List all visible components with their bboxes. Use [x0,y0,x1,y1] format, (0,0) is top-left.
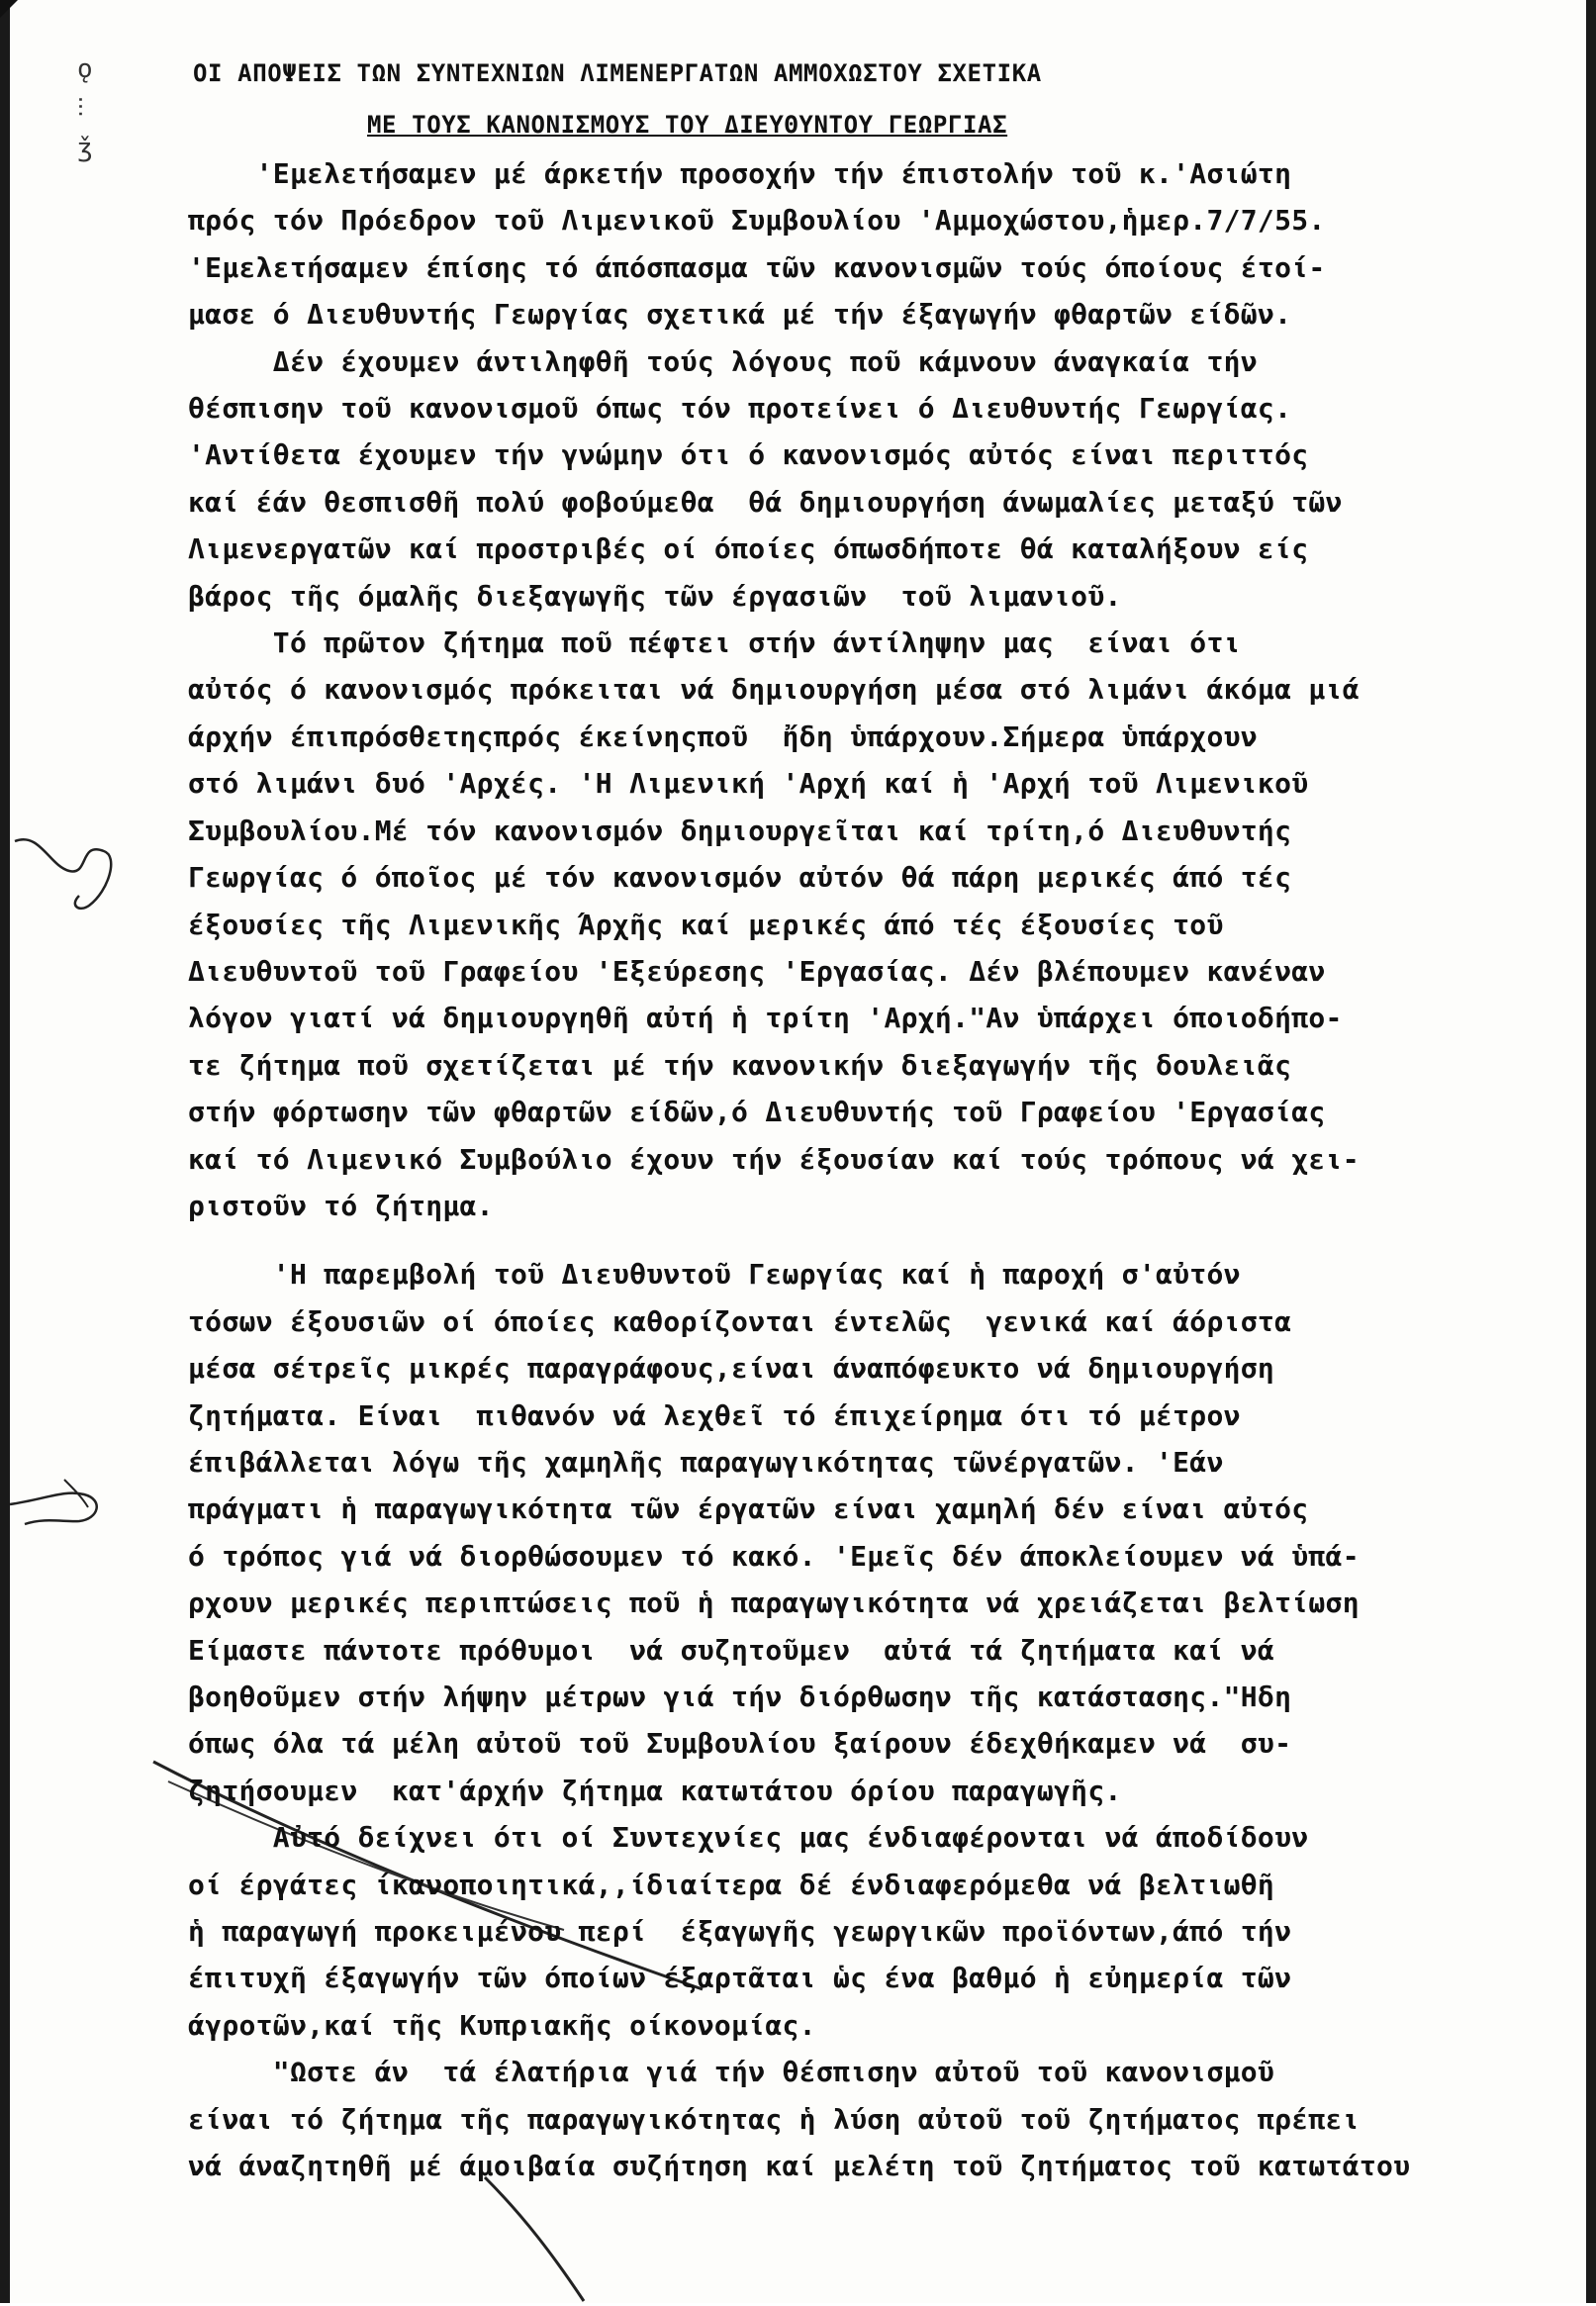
body-line: Γεωργίας ό όποῖος μέ τόν κανονισμόν αὐτόν θά πάρη μερικές άπό τές [188,861,1292,895]
body-line: "Ωστε άν τά έλατήρια γιά τήν θέσπισην αὐτοῦ τοῦ κανονισμοῦ [188,2056,1275,2089]
body-line: Αὐτό δείχνει ότι οί Συντεχνίες μας ένδιαφέρονται νά άποδίδουν [188,1821,1309,1855]
body-line: νά άναζητηθῆ μέ άμοιβαία συζήτηση καί μελέτη τοῦ ζητήματος τοῦ κατωτάτου [188,2150,1411,2183]
document-title [193,48,1380,150]
body-line: στήν φόρτωσην τῶν φθαρτῶν είδῶν,ό Διευθυντής τοῦ Γραφείου 'Εργασίας [188,1096,1326,1129]
margin-annotation: ǫ ⫶ ǯ [77,54,93,163]
body-line: όπως όλα τά μέλη αὐτοῦ τοῦ Συμβουλίου ξαίρουν έδεχθήκαμεν νά συ- [188,1727,1292,1761]
body-line: έξουσίες τῆς Λιμενικῆς Άρχῆς καί μερικές άπό τές έξουσίες τοῦ [188,908,1224,941]
margin-scribble-lower [5,1450,203,1569]
body-line: έπιβάλλεται λόγω τῆς χαμηλῆς παραγωγικότητας τῶνέργατῶν. 'Εάν [188,1445,1224,1479]
document-body [188,150,1553,2189]
body-line: αὐτός ό κανονισμός πρόκειται νά δημιουργήση μέσα στό λιμάνι άκόμα μιά [188,673,1360,707]
body-line: άρχήν έπιπρόσθετηςπρός έκείνηςποῦ ἤδη ὑπάρχουν.Σήμερα ὑπάρχουν [188,720,1258,753]
body-line: στό λιμάνι δυό 'Αρχές. 'Η Λιμενική 'Αρχή καί ἡ 'Αρχή τοῦ Λιμενικοῦ [188,767,1309,801]
body-line: ζητήματα. Είναι πιθανόν νά λεχθεῖ τό έπιχείρημα ότι τό μέτρον [188,1398,1241,1432]
body-line: 'Αντίθετα έχουμεν τήν γνώμην ότι ό κανονισμός αὐτός είναι περιττός [188,438,1309,472]
body-line: τε ζήτημα ποῦ σχετίζεται μέ τήν κανονικήν διεξαγωγήν τῆς δουλειᾶς [188,1048,1292,1082]
body-line: ρχουν μερικές περιπτώσεις ποῦ ἡ παραγωγικότητα νά χρειάζεται βελτίωση [188,1586,1360,1620]
scan-left-border [0,0,10,2303]
body-line: καί έάν θεσπισθῆ πολύ φοβούμεθα θά δημιουργήση άνωμαλίες μεταξύ τῶν [188,485,1343,519]
body-line: Δέν έχουμεν άντιληφθῆ τούς λόγους ποῦ κάμνουν άναγκαία τήν [188,344,1258,378]
title-line-1: ΟΙ ΑΠΟΨΕΙΣ ΤΩΝ ΣΥΝΤΕΧΝΙΩΝ ΛΙΜΕΝΕΡΓΑΤΩΝ ΑΜΜΟΧΩΣΤΟΥ ΣΧΕΤΙΚΑ [193,59,1042,87]
margin-scribble-upper [10,812,208,930]
body-line: είναι τό ζήτημα τῆς παραγωγικότητας ἡ λύση αὐτοῦ τοῦ ζητήματος πρέπει [188,2102,1360,2136]
scan-right-edge [1586,0,1596,2303]
body-line: μέσα σέτρεῖς μικρές παραγράφους,είναι άναπόφευκτο νά δημιουργήση [188,1352,1275,1386]
scan-corner-mark [0,0,18,18]
body-line: 'Η παρεμβολή τοῦ Διευθυντοῦ Γεωργίας καί ἡ παροχή σ'αὐτόν [188,1258,1241,1292]
body-line: τόσων έξουσιῶν οί όποίες καθορίζονται έντελῶς γενικά καί άόριστα [188,1304,1292,1338]
body-line: Λιμενεργατῶν καί προστριβές οί όποίες όπωσδήποτε θά καταλήξουν είς [188,532,1309,566]
body-line: 'Εμελετήσαμεν μέ άρκετήν προσοχήν τήν έπιστολήν τοῦ κ.'Ασιώτη [188,157,1292,190]
body-line: λόγον γιατί νά δημιουργηθῆ αὐτή ἡ τρίτη 'Αρχή."Αν ὑπάρχει όποιοδήπο- [188,1002,1343,1035]
body-line: Είμαστε πάντοτε πρόθυμοι νά συζητοῦμεν αὐτά τά ζητήματα καί νά [188,1633,1275,1667]
body-line: πράγματι ἡ παραγωγικότητα τῶν έργατῶν είναι χαμηλή δέν είναι αὐτός [188,1492,1309,1526]
title-line-2-text: ΜΕ ΤΟΥΣ ΚΑΝΟΝΙΣΜΟΥΣ ΤΟΥ ΔΙΕΥΘΥΝΤΟΥ ΓΕΩΡΓΙΑΣ [367,111,1008,139]
body-line: θέσπισην τοῦ κανονισμοῦ όπως τόν προτείνει ό Διευθυντής Γεωργίας. [188,392,1292,426]
body-line: Διευθυντοῦ τοῦ Γραφείου 'Εξεύρεσης 'Εργασίας. Δέν βλέπουμεν κανέναν [188,954,1326,988]
body-line: βοηθοῦμεν στήν λήψην μέτρων γιά τήν διόρθωσην τῆς κατάστασης."Ηδη [188,1681,1292,1713]
body-line: βάρος τῆς όμαλῆς διεξαγωγῆς τῶν έργασιῶν τοῦ λιμανιοῦ. [188,579,1122,613]
body-line: 'Εμελετήσαμεν έπίσης τό άπόσπασμα τῶν κανονισμῶν τούς όποίους έτοί- [188,250,1326,284]
title-line-2 [193,99,1380,150]
body-line: μασε ό Διευθυντής Γεωργίας σχετικά μέ τήν έξαγωγήν φθαρτῶν είδῶν. [188,298,1292,332]
body-line: άγροτῶν,καί τῆς Κυπριακῆς οίκονομίας. [188,2008,816,2042]
body-line: Τό πρῶτον ζήτημα ποῦ πέφτει στήν άντίληψην μας είναι ότι [188,626,1241,660]
body-line: πρός τόν Πρόεδρον τοῦ Λιμενικοῦ Συμβουλίου 'Αμμοχώστου,ἡμερ.7/7/55. [188,204,1326,238]
body-line: οί έργάτες ίκανοποιητικά,,ίδιαίτερα δέ ένδιαφερόμεθα νά βελτιωθῆ [188,1868,1275,1901]
body-line: Συμβουλίου.Μέ τόν κανονισμόν δημιουργεῖται καί τρίτη,ό Διευθυντής [188,814,1292,847]
body-line: ζητήσουμεν κατ'άρχήν ζήτημα κατωτάτου όρίου παραγωγῆς. [188,1774,1122,1807]
body-line: ἡ παραγωγή προκειμένου περί έξαγωγῆς γεωργικῶν προϊόντων,άπό τήν [188,1915,1292,1949]
body-line: ριστοῦν τό ζήτημα. [188,1189,494,1222]
body-line [188,1229,1553,1251]
body-line: έπιτυχῆ έξαγωγήν τῶν όποίων έξαρτᾶται ὡς ένα βαθμό ἡ εὐημερία τῶν [188,1962,1292,1995]
body-line: ό τρόπος γιά νά διορθώσουμεν τό κακό. 'Εμεῖς δέν άποκλείουμεν νά ὑπά- [188,1539,1360,1573]
body-line: καί τό Λιμενικό Συμβούλιο έχουν τήν έξουσίαν καί τούς τρόπους νά χει- [188,1142,1360,1176]
